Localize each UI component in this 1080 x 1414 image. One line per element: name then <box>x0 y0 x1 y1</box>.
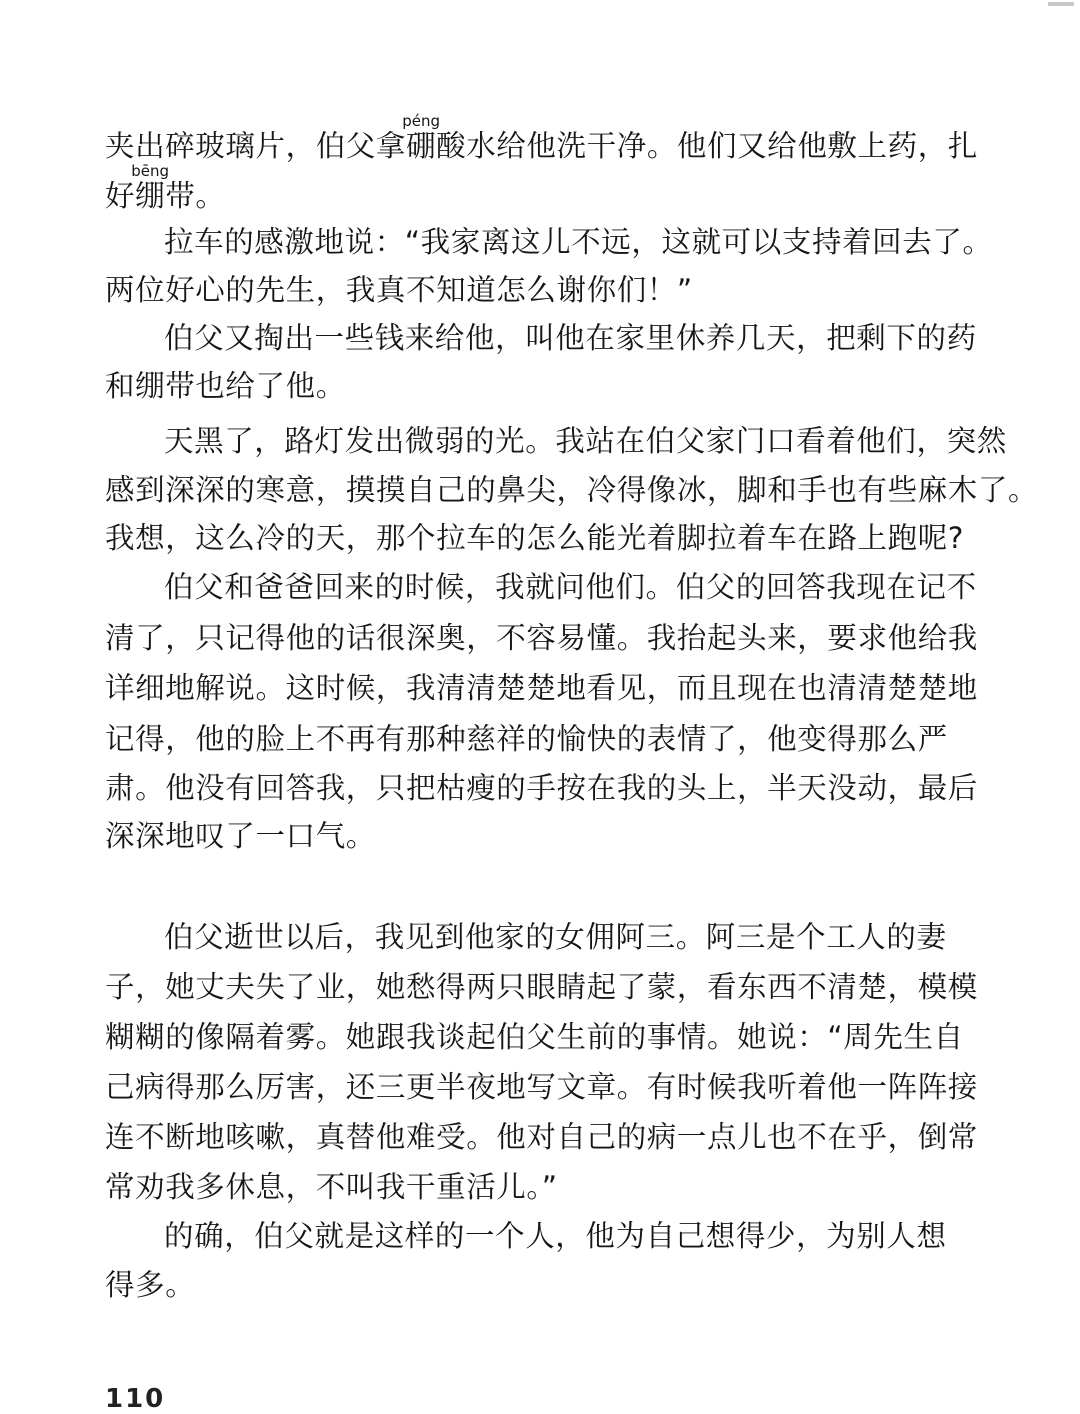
text-segment: 带。 <box>165 179 226 213</box>
page-number: 110 <box>105 1384 166 1414</box>
text-line: 和绷带也给了他。 <box>105 369 346 403</box>
pinyin-annotation: péng <box>402 112 440 130</box>
pinyin-annotation: bēng <box>131 162 170 180</box>
text-line: 详细地解说。这时候，我清清楚楚地看见，而且现在也清清楚楚地 <box>105 671 978 705</box>
text-segment: 好 <box>105 179 136 213</box>
text-line: 深深地叹了一口气。 <box>105 819 376 853</box>
text-line: 肃。他没有回答我，只把枯瘦的手按在我的头上，半天没动，最后 <box>105 771 978 805</box>
text-line: 拉车的感激地说：“我家离这儿不远，这就可以支持着回去了。 <box>164 225 993 259</box>
ruby-base: 绷 <box>131 179 170 213</box>
text-line <box>105 162 226 213</box>
text-line: 伯父又掏出一些钱来给他，叫他在家里休养几天，把剩下的药 <box>164 321 977 355</box>
text-line: 常劝我多休息，不叫我干重活儿。” <box>105 1170 558 1204</box>
scan-corner-mark <box>1048 2 1074 6</box>
text-line: 清了，只记得他的话很深奥，不容易懂。我抬起头来，要求他给我 <box>105 621 978 655</box>
text-line: 我想，这么冷的天，那个拉车的怎么能光着脚拉着车在路上跑呢? <box>105 521 965 555</box>
text-line <box>105 112 978 163</box>
ruby-base: 硼 <box>402 129 440 163</box>
text-line: 记得，他的脸上不再有那种慈祥的愉快的表情了，他变得那么严 <box>105 722 948 756</box>
text-line: 伯父和爸爸回来的时候，我就问他们。伯父的回答我现在记不 <box>164 570 977 604</box>
text-line: 得多。 <box>105 1268 196 1302</box>
text-line: 天黑了，路灯发出微弱的光。我站在伯父家门口看着他们，突然 <box>164 424 1007 458</box>
text-line: 两位好心的先生，我真不知道怎么谢你们！” <box>105 273 693 307</box>
text-line: 己病得那么厉害，还三更半夜地写文章。有时候我听着他一阵阵接 <box>105 1070 978 1104</box>
text-line: 感到深深的寒意，摸摸自己的鼻尖，冷得像冰，脚和手也有些麻木了。 <box>105 473 1039 507</box>
text-line: 子，她丈夫失了业，她愁得两只眼睛起了蒙，看东西不清楚，模模 <box>105 970 978 1004</box>
text-line: 伯父逝世以后，我见到他家的女佣阿三。阿三是个工人的妻 <box>164 920 947 954</box>
ruby-annotated-char <box>402 112 440 163</box>
ruby-annotated-char <box>131 162 170 213</box>
text-line: 连不断地咳嗽，真替他难受。他对自己的病一点儿也不在乎，倒常 <box>105 1120 978 1154</box>
text-line: 糊糊的像隔着雾。她跟我谈起伯父生前的事情。她说：“周先生自 <box>105 1020 964 1054</box>
text-line: 的确，伯父就是这样的一个人，他为自己想得少，为别人想 <box>164 1219 947 1253</box>
text-segment: 酸水给他洗干净。他们又给他敷上药，扎 <box>436 129 978 163</box>
text-segment: 夹出碎玻璃片，伯父拿 <box>105 129 407 163</box>
